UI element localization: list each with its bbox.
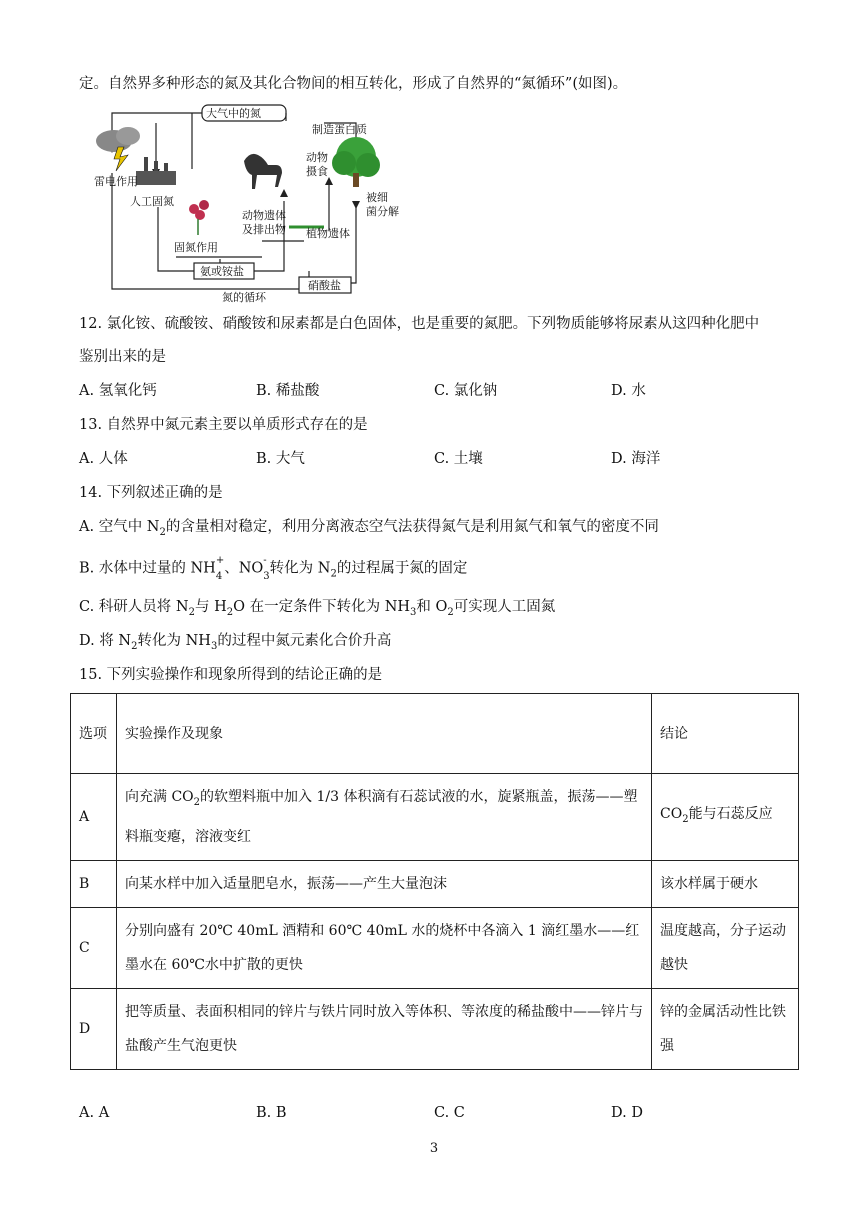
option-d: D. D — [611, 1105, 643, 1121]
diagram-label: 动物 — [306, 151, 328, 164]
header-conclusion: 结论 — [652, 694, 799, 774]
row-option: A — [71, 774, 117, 861]
header-option: 选项 — [71, 694, 117, 774]
option-d: D. 海洋 — [611, 451, 661, 467]
row-option: B — [71, 860, 117, 907]
diagram-label: 人工固氮 — [130, 195, 174, 208]
row-option: D — [71, 988, 117, 1069]
diagram-label: 雷电作用 — [94, 175, 138, 188]
row-conclusion: $CO_2$能与石蕊反应 — [652, 774, 799, 861]
diagram-label: 及排出物 — [242, 223, 286, 236]
diagram-label: 摄食 — [306, 165, 328, 178]
option-a: A. 氢氧化钙 — [79, 383, 157, 399]
q14-option-d: D. 将 $N_2$转化为 $NH_3$的过程中氮元素化合价升高 — [79, 633, 392, 652]
q12-stem: 12. 氯化铵、硫酸铵、硝酸铵和尿素都是白色固体，也是重要的氮肥。下列物质能够将尿素从这四种化肥中 — [79, 316, 760, 332]
diagram-label: 氮的循环 — [222, 291, 266, 304]
diagram-label: 动物遗体 — [242, 209, 286, 222]
option-b: B. B — [256, 1105, 287, 1121]
option-d: D. 水 — [611, 383, 646, 399]
diagram-label: 硝酸盐 — [308, 279, 341, 292]
q14-stem: 14. 下列叙述正确的是 — [79, 485, 223, 501]
table-row — [71, 907, 799, 988]
option-b: B. 大气 — [256, 451, 305, 467]
diagram-label: 固氮作用 — [174, 241, 218, 254]
diagram-top-label: 大气中的氮 — [206, 107, 261, 120]
q13-stem: 13. 自然界中氮元素主要以单质形式存在的是 — [79, 417, 368, 433]
diagram-label: 被细 — [366, 191, 388, 204]
option-c: C. 土壤 — [434, 451, 483, 467]
diagram-label: 植物遗体 — [306, 227, 350, 240]
diagram-label: 菌分解 — [366, 205, 399, 218]
row-conclusion: 温度越高，分子运动越快 — [652, 907, 799, 988]
experiment-table — [70, 693, 799, 1070]
intro-text: 定。自然界多种形态的氮及其化合物间的相互转化，形成了自然界的“氮循环”(如图)。 — [79, 76, 628, 92]
row-operation: 向充满 $CO_2$的软塑料瓶中加入 1/3 体积滴有石蕊试液的水，旋紧瓶盖，振荡——塑料瓶变瘪，溶液变红 — [117, 774, 652, 861]
q14-option-b: B. 水体中过量的 NH+ $_4$、NO- $_3$转化为 $N_2$的过程属于氮的固定 — [79, 555, 468, 583]
table-row — [71, 988, 799, 1069]
header-operation: 实验操作及现象 — [117, 694, 652, 774]
row-operation: 把等质量、表面积相同的锌片与铁片同时放入等体积、等浓度的稀盐酸中——锌片与盐酸产生气泡更快 — [117, 988, 652, 1069]
table-row — [71, 774, 799, 861]
option-c: C. C — [434, 1105, 465, 1121]
diagram-label: 氨或铵盐 — [200, 265, 244, 278]
option-a: A. 人体 — [79, 451, 128, 467]
q12-stem-cont: 鉴别出来的是 — [79, 349, 166, 365]
nitrogen-cycle-diagram — [94, 101, 399, 306]
option-c: C. 氯化钠 — [434, 383, 498, 399]
row-conclusion: 锌的金属活动性比铁强 — [652, 988, 799, 1069]
table-row — [71, 860, 799, 907]
row-operation: 向某水样中加入适量肥皂水，振荡——产生大量泡沫 — [117, 860, 652, 907]
q15-stem: 15. 下列实验操作和现象所得到的结论正确的是 — [79, 667, 383, 683]
row-operation: 分别向盛有 20℃ 40mL 酒精和 60℃ 40mL 水的烧杯中各滴入 1 滴红墨水——红墨水在 60℃水中扩散的更快 — [117, 907, 652, 988]
q14-option-c: C. 科研人员将 $N_2$与 $H_2O$ 在一定条件下转化为 $NH_3$和 $O_2$可实现人工固氮 — [79, 599, 556, 618]
row-conclusion: 该水样属于硬水 — [652, 860, 799, 907]
diagram-label: 制造蛋白质 — [312, 123, 367, 136]
row-option: C — [71, 907, 117, 988]
page-number: 3 — [429, 1141, 439, 1156]
option-b: B. 稀盐酸 — [256, 383, 320, 399]
q14-option-a: A. 空气中 $N_2$的含量相对稳定，利用分离液态空气法获得氮气是利用氮气和氧气的密度不同 — [79, 519, 659, 538]
option-a: A. A — [79, 1105, 110, 1121]
table-header-row — [71, 694, 799, 774]
